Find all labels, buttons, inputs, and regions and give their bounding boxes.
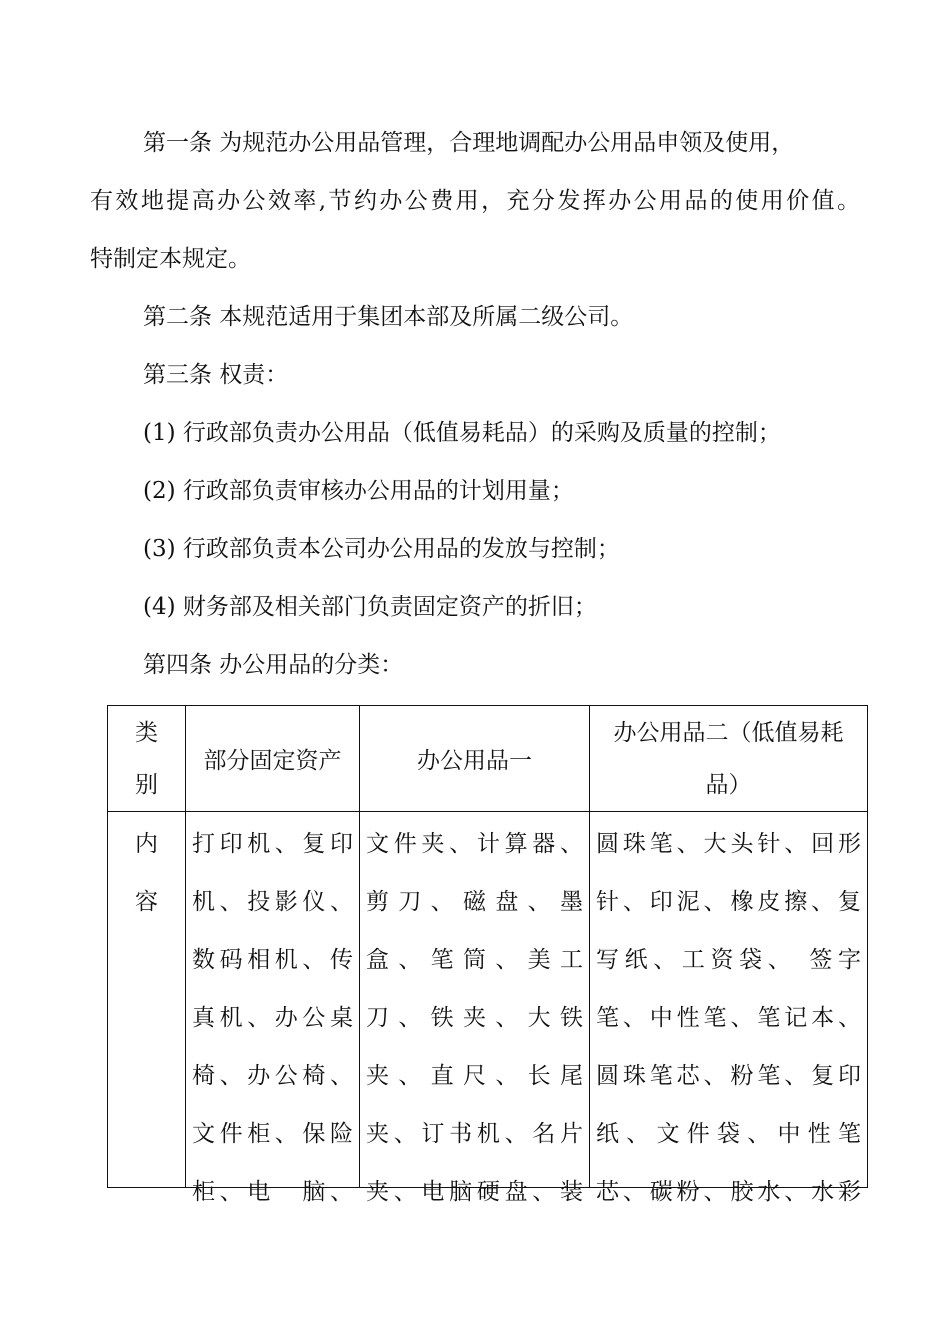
article1-line2: 有效地提高办公效率,节约办公费用，充分发挥办公用品的使用价值。 [90, 188, 860, 214]
cell-line: 夹、电脑硬盘、装 [366, 1179, 583, 1205]
header-category [108, 706, 186, 812]
cell-line: 芯、碳粉、胶水、水彩 [596, 1179, 861, 1205]
cell-line: 椅、办公椅、 [192, 1063, 353, 1089]
cell-line: 盒、笔筒、美工 [366, 947, 583, 973]
cell-line: 笔、中性笔、笔记本、 [596, 1005, 861, 1031]
cell-line: 圆珠笔芯、粉笔、复印 [596, 1063, 861, 1089]
cell-line: 数码相机、传 [192, 947, 353, 973]
header-supplies-1 [360, 706, 590, 812]
cell-line: 柜、电 脑、 [192, 1179, 353, 1205]
cell-line: 文件柜、保险 [192, 1121, 353, 1147]
header-supplies-2 [590, 706, 868, 812]
header-fixed-assets [186, 706, 360, 812]
article3-title: 第三条 权责： [143, 362, 289, 388]
row-supplies-2 [590, 812, 868, 1205]
table-row [108, 812, 868, 1188]
row-supplies-1 [360, 812, 590, 1205]
article3-item-1: (1) 行政部负责办公用品（低值易耗品）的采购及质量的控制； [143, 420, 781, 446]
header-category-line-2: 别 [135, 771, 158, 798]
cell-line: 刀、铁夹、大铁 [366, 1005, 583, 1031]
article4-title: 第四条 办公用品的分类： [143, 652, 404, 678]
classification-table [107, 705, 868, 1205]
cell-line: 写纸、工资袋、 签字 [596, 947, 861, 973]
article3-item-4: (4) 财务部及相关部门负责固定资产的折旧； [143, 594, 597, 620]
header-fixed-assets-text: 部分固定资产 [203, 748, 342, 774]
header-category-line-1: 类 [135, 719, 158, 746]
header-supplies-2-line-2: 品） [705, 771, 752, 798]
cell-line: 针、印泥、橡皮擦、复 [596, 889, 861, 915]
header-supplies-2-line-1: 办公用品二（低值易耗 [613, 719, 844, 746]
cell-line: 打印机、复印 [192, 831, 353, 857]
cell-line: 机、投影仪、 [192, 889, 353, 915]
cell-line: 纸、文件袋、中性笔 [596, 1121, 861, 1147]
article3-item-2: (2) 行政部负责审核办公用品的计划用量； [143, 478, 574, 504]
cell-line: 剪刀、磁盘、墨 [366, 889, 583, 915]
article1-line1: 第一条 为规范办公用品管理，合理地调配办公用品申领及使用， [143, 130, 795, 156]
cell-line: 文件夹、计算器、 [366, 831, 583, 857]
article3-item-3: (3) 行政部负责本公司办公用品的发放与控制； [143, 536, 620, 562]
cell-line: 真机、办公桌 [192, 1005, 353, 1031]
row-category-line: 容 [135, 889, 158, 915]
article1-line3: 特制定本规定。 [90, 246, 251, 272]
row-fixed-assets [186, 812, 360, 1205]
cell-line: 夹、订书机、名片 [366, 1121, 583, 1147]
cell-line: 夹、直尺、长尾 [366, 1063, 583, 1089]
cell-line: 圆珠笔、大头针、回形 [596, 831, 861, 857]
article2: 第二条 本规范适用于集团本部及所属二级公司。 [143, 304, 634, 330]
header-supplies-1-text: 办公用品一 [417, 748, 532, 774]
row-category [108, 812, 186, 1188]
table-header-row [108, 706, 868, 812]
row-category-line: 内 [135, 831, 158, 857]
